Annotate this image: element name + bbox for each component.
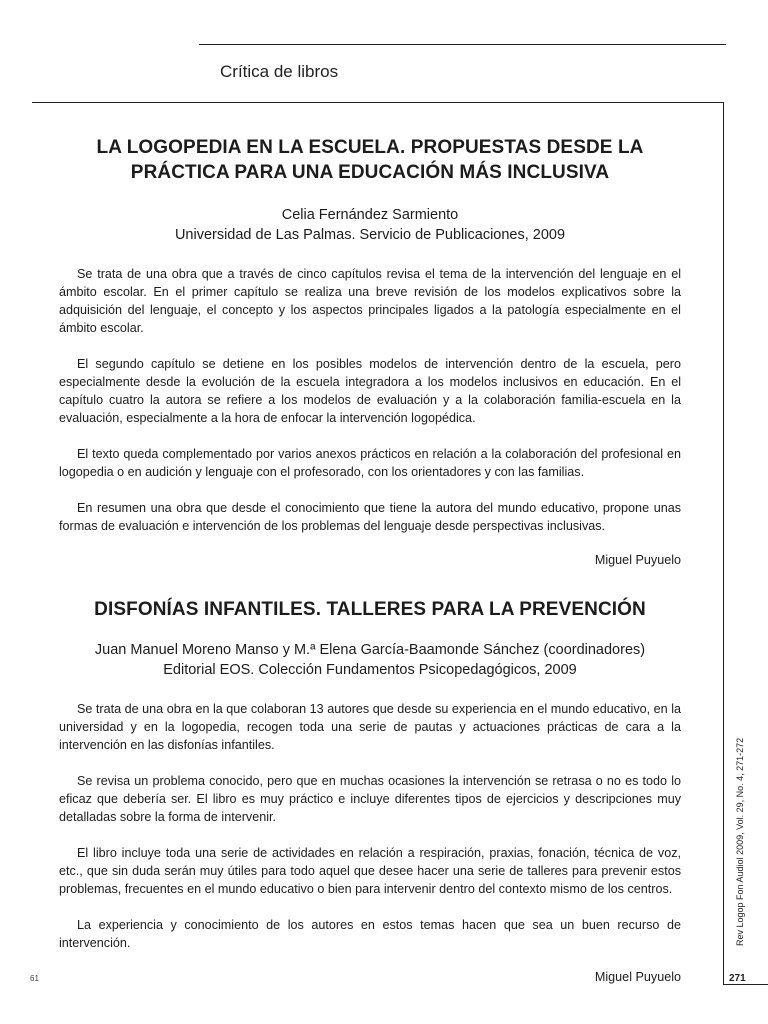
review-title: LA LOGOPEDIA EN LA ESCUELA. PROPUESTAS DESDE LA PRÁCTICA PARA UNA EDUCACIÓN MÁS INCLUSIVA bbox=[96, 137, 644, 183]
journal-reference: Rev Logop Fon Audiol 2009, Vol. 29, No. 4, 271-272 bbox=[735, 737, 745, 946]
review-paragraph: Se revisa un problema conocido, pero que en muchas ocasiones la intervención se retrasa o no es todo lo eficaz que debería ser. El libro es muy práctico e incluye diferentes tipos de ejercicios y descripciones muy detalladas sobre la forma de intervenir. bbox=[59, 774, 681, 824]
review-body bbox=[59, 700, 681, 952]
book-review-1 bbox=[59, 135, 681, 569]
review-paragraph: El segundo capítulo se detiene en los posibles modelos de intervención dentro de la escuela, pero especialmente desde la evolución de la escuela integradora a los modelos inclusivos en educación. En el capítulo cuatro la autora se refiere a los modelos de evaluación y a la colaboración familia-escuela en la evaluación, especialmente a la hora de enfocar la intervención logopédica. bbox=[59, 357, 681, 425]
review-paragraph: Se trata de una obra en la que colaboran 13 autores que desde su experiencia en el mundo educativo, en la universidad y en la logopedia, recogen toda una serie de pautas y actuaciones prácticas de cara a la intervención en las disfonías infantiles. bbox=[59, 702, 681, 752]
review-paragraph: La experiencia y conocimiento de los autores en estos temas hacen que sea un buen recurso de intervención. bbox=[59, 918, 681, 950]
review-author: Juan Manuel Moreno Manso y M.ª Elena García-Baamonde Sánchez (coordinadores) bbox=[94, 642, 646, 658]
frame-top-rule bbox=[32, 102, 724, 103]
review-meta bbox=[59, 205, 681, 245]
review-signature: Miguel Puyuelo bbox=[594, 970, 681, 984]
review-author: Celia Fernández Sarmiento bbox=[281, 207, 459, 223]
review-body bbox=[59, 265, 681, 535]
frame-side-rule bbox=[723, 102, 724, 984]
page-number: 271 bbox=[729, 973, 746, 984]
review-paragraph: En resumen una obra que desde el conocimiento que tiene la autora del mundo educativo, propone unas formas de evaluación e intervención de los problemas del lenguaje desde perspectivas inclusivas. bbox=[59, 501, 681, 533]
book-review-2 bbox=[59, 597, 681, 986]
review-title: DISFONÍAS INFANTILES. TALLERES PARA LA PREVENCIÓN bbox=[94, 599, 646, 620]
footer-rule bbox=[723, 984, 768, 985]
scan-page-number: 61 bbox=[30, 974, 39, 983]
review-paragraph: El libro incluye toda una serie de actividades en relación a respiración, praxias, fonación, técnica de voz, etc., que sin duda serán muy útiles para todo aquel que desee hacer una serie de talleres para prevenir estos problemas, frecuentes en el mundo educativo o bien para intervenir dentro del contexto mismo de los centros. bbox=[59, 846, 681, 896]
review-publisher: Universidad de Las Palmas. Servicio de Publicaciones, 2009 bbox=[174, 227, 566, 243]
review-publisher: Editorial EOS. Colección Fundamentos Psicopedagógicos, 2009 bbox=[163, 662, 577, 678]
review-paragraph: El texto queda complementado por varios anexos prácticos en relación a la colaboración del profesional en logopedia o en audición y lenguaje con el profesorado, con los orientadores y con las familias. bbox=[59, 447, 681, 479]
review-paragraph: Se trata de una obra que a través de cinco capítulos revisa el tema de la intervención del lenguaje en el ámbito escolar. En el primer capítulo se realiza una breve revisión de los modelos explicativos sobre la adquisición del lenguaje, el concepto y los aspectos principales ligados a la patología especialmente en el ámbito escolar. bbox=[59, 267, 681, 335]
review-meta bbox=[59, 640, 681, 680]
section-label: Crítica de libros bbox=[220, 62, 339, 81]
review-signature: Miguel Puyuelo bbox=[594, 553, 681, 567]
header-rule bbox=[199, 44, 726, 45]
